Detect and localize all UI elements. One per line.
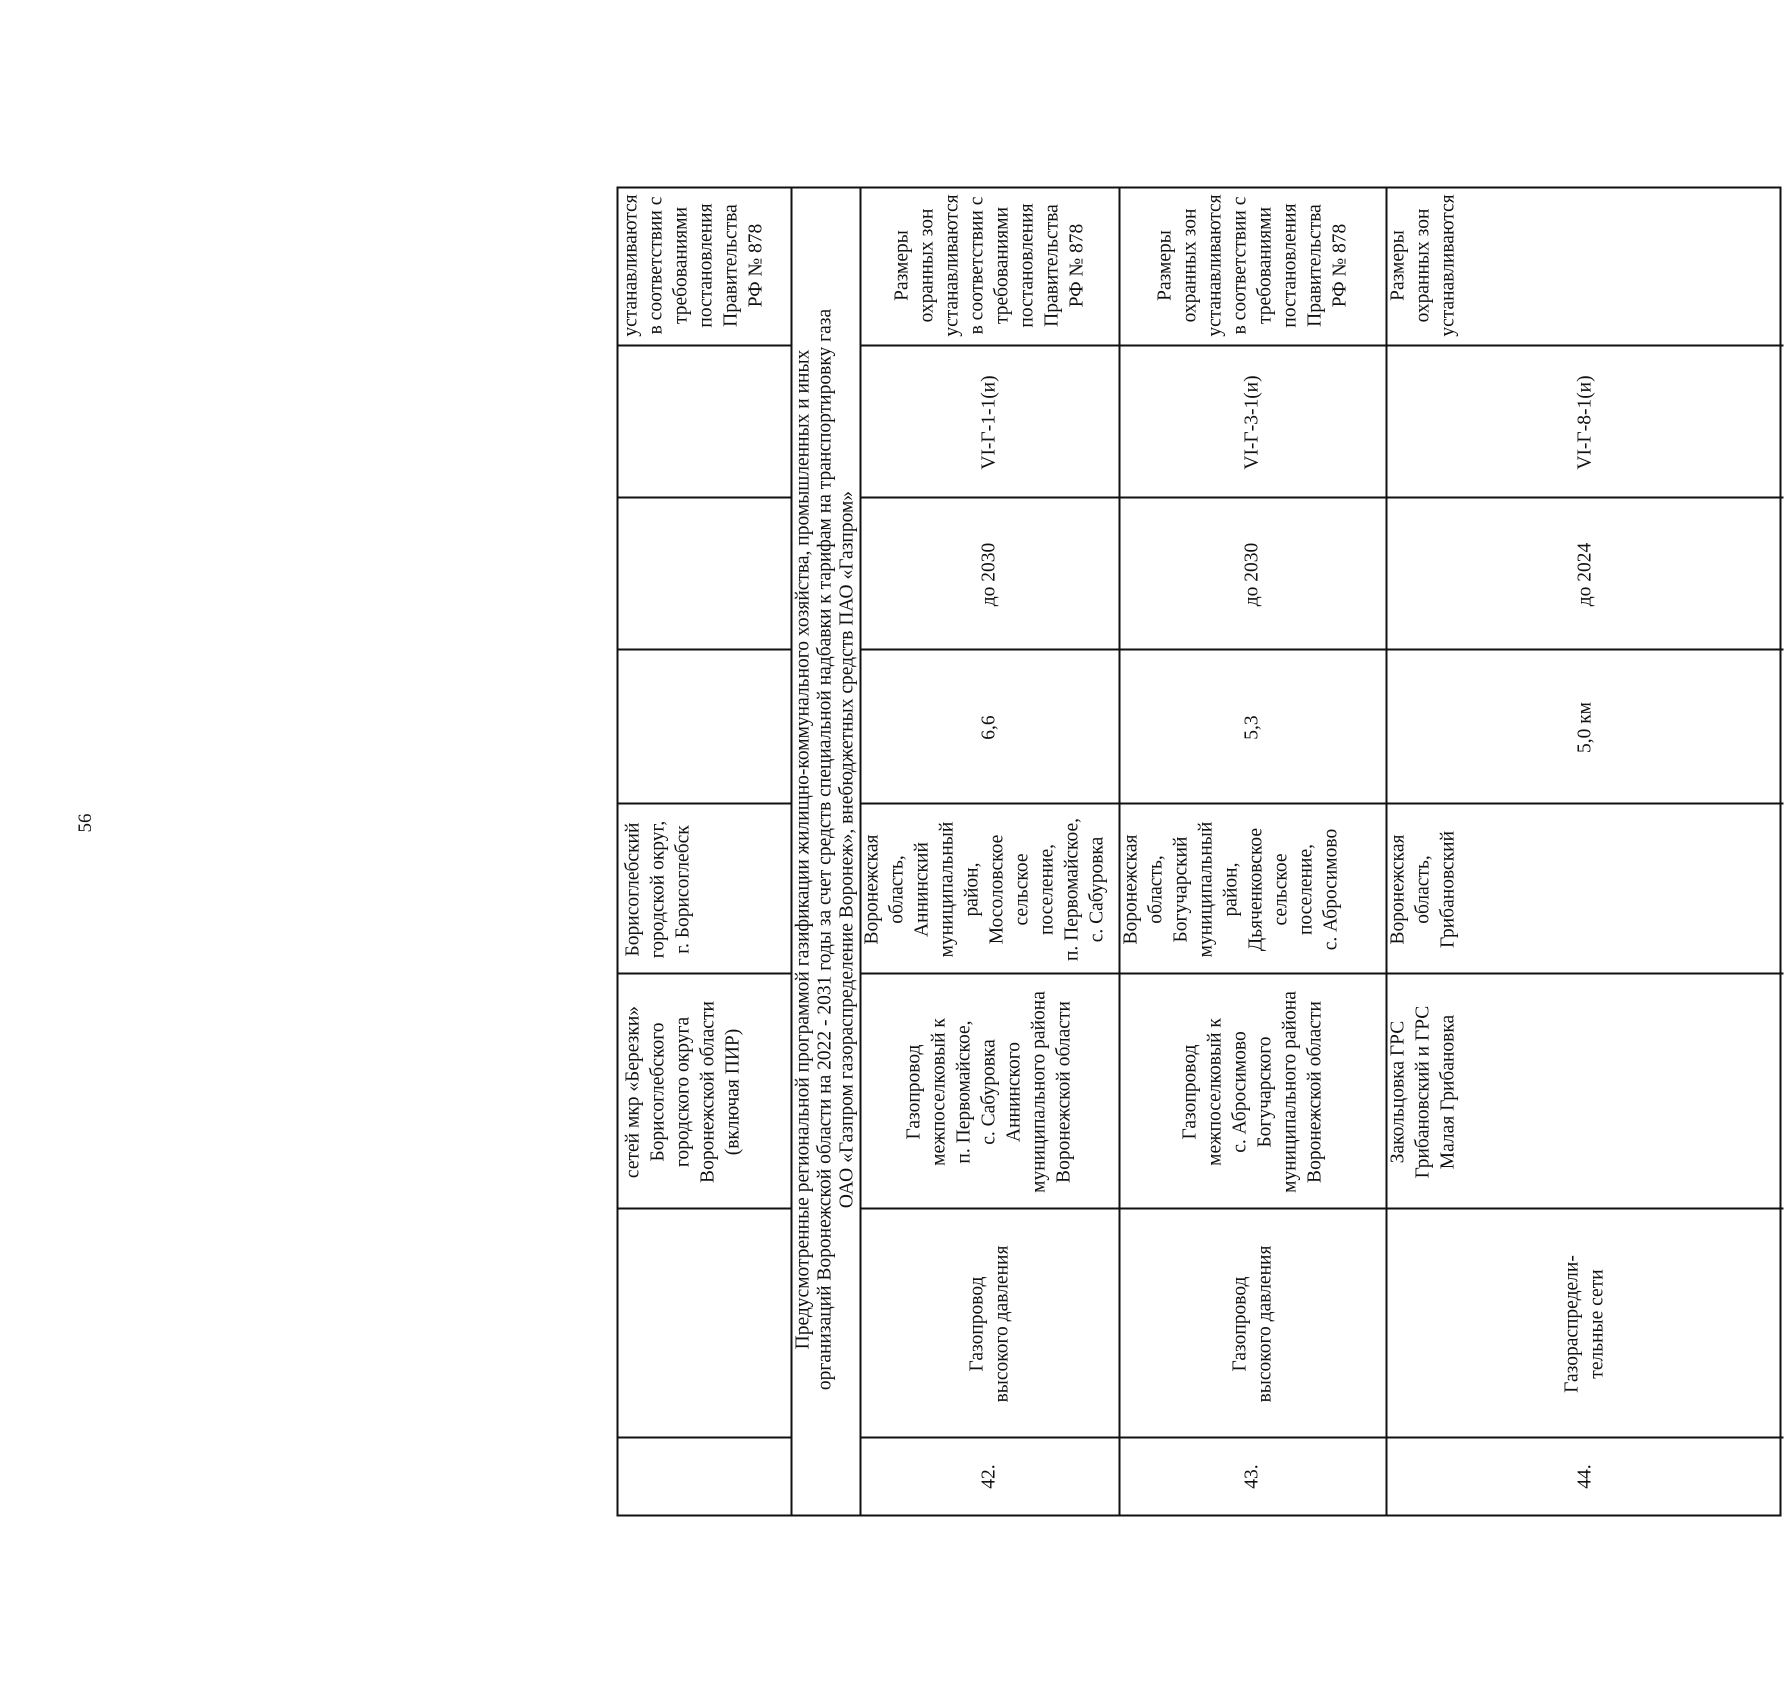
document-table	[617, 187, 1782, 1517]
row-43-protection: Размеры охранных зон устанавливаются в соответствии с требованиями постановления Правительства РФ № 878	[1154, 194, 1350, 337]
row-42-period: до 2030	[978, 542, 1000, 607]
row-43-code: VI-Г-3-1(и)	[1241, 375, 1263, 470]
row-42-number: 42.	[978, 1464, 1000, 1489]
continuation-name-cell: сетей мкр «Березки» Борисоглебского городского округа Воронежской области (включая ПИР)	[622, 1001, 744, 1183]
page-number: 56	[75, 813, 96, 833]
row-42-type: Газопровод высокого давления	[966, 1245, 1012, 1403]
row-42-length: 6,6	[978, 715, 1000, 740]
continuation-location-cell: Борисоглебский городской округ, г. Борисоглебск	[622, 820, 694, 959]
row-44-type: Газораспредели- тельные сети	[1561, 1255, 1608, 1393]
row-42-name: Газопровод межпоселковый к п. Первомайское, с. Сабуровка Аннинского муниципального района Воронежской области	[903, 991, 1075, 1193]
row-43-name: Газопровод межпоселковый к с. Абросимово Богучарского муниципального района Воронежской области	[1179, 991, 1325, 1193]
row-43-number: 43.	[1241, 1464, 1263, 1489]
row-43-location: Воронежская область, Богучарский муниципальный район, Дьяченковское сельское поселение, с. Абросимово	[1120, 821, 1342, 958]
row-42-code: VI-Г-1-1(и)	[978, 375, 1000, 470]
row-44-location: Воронежская область, Грибановский	[1387, 830, 1459, 949]
section-heading: Предусмотренные региональной программой газификации жилищно-коммунального хозяйства, промышленных и иных организаций Воронежской области на 2022 - 2031 годы за счет средств специальной надбавки к тарифам на транспортировку газа ОАО «Газпром газораспределение Воронеж», внебюджетных средств ПАО «Газпром»	[792, 308, 857, 1391]
row-44-name: Закольцовка ГРС Грибановский и ГРС Малая Грибановка	[1387, 1005, 1459, 1179]
row-43-type: Газопровод высокого давления	[1229, 1245, 1275, 1403]
row-42-protection: Размеры охранных зон устанавливаются в соответствии с требованиями постановления Правительства РФ № 878	[891, 194, 1087, 337]
row-42-location: Воронежская область, Аннинский муниципальный район, Мосоловское сельское поселение, п. Первомайское, с. Сабуровка	[861, 817, 1108, 962]
row-43-length: 5,3	[1241, 715, 1263, 740]
row-43-period: до 2030	[1241, 542, 1263, 607]
continuation-protection-cell: устанавливаются в соответствии с требованиями постановления Правительства РФ № 878	[620, 194, 767, 337]
row-44-period: до 2024	[1574, 542, 1595, 607]
row-44-code: VI-Г-8-1(и)	[1574, 375, 1595, 470]
row-44-length: 5,0 км	[1574, 701, 1595, 754]
row-44-protection: Размеры охранных зон устанавливаются	[1387, 194, 1459, 337]
row-44-number: 44.	[1574, 1464, 1595, 1489]
